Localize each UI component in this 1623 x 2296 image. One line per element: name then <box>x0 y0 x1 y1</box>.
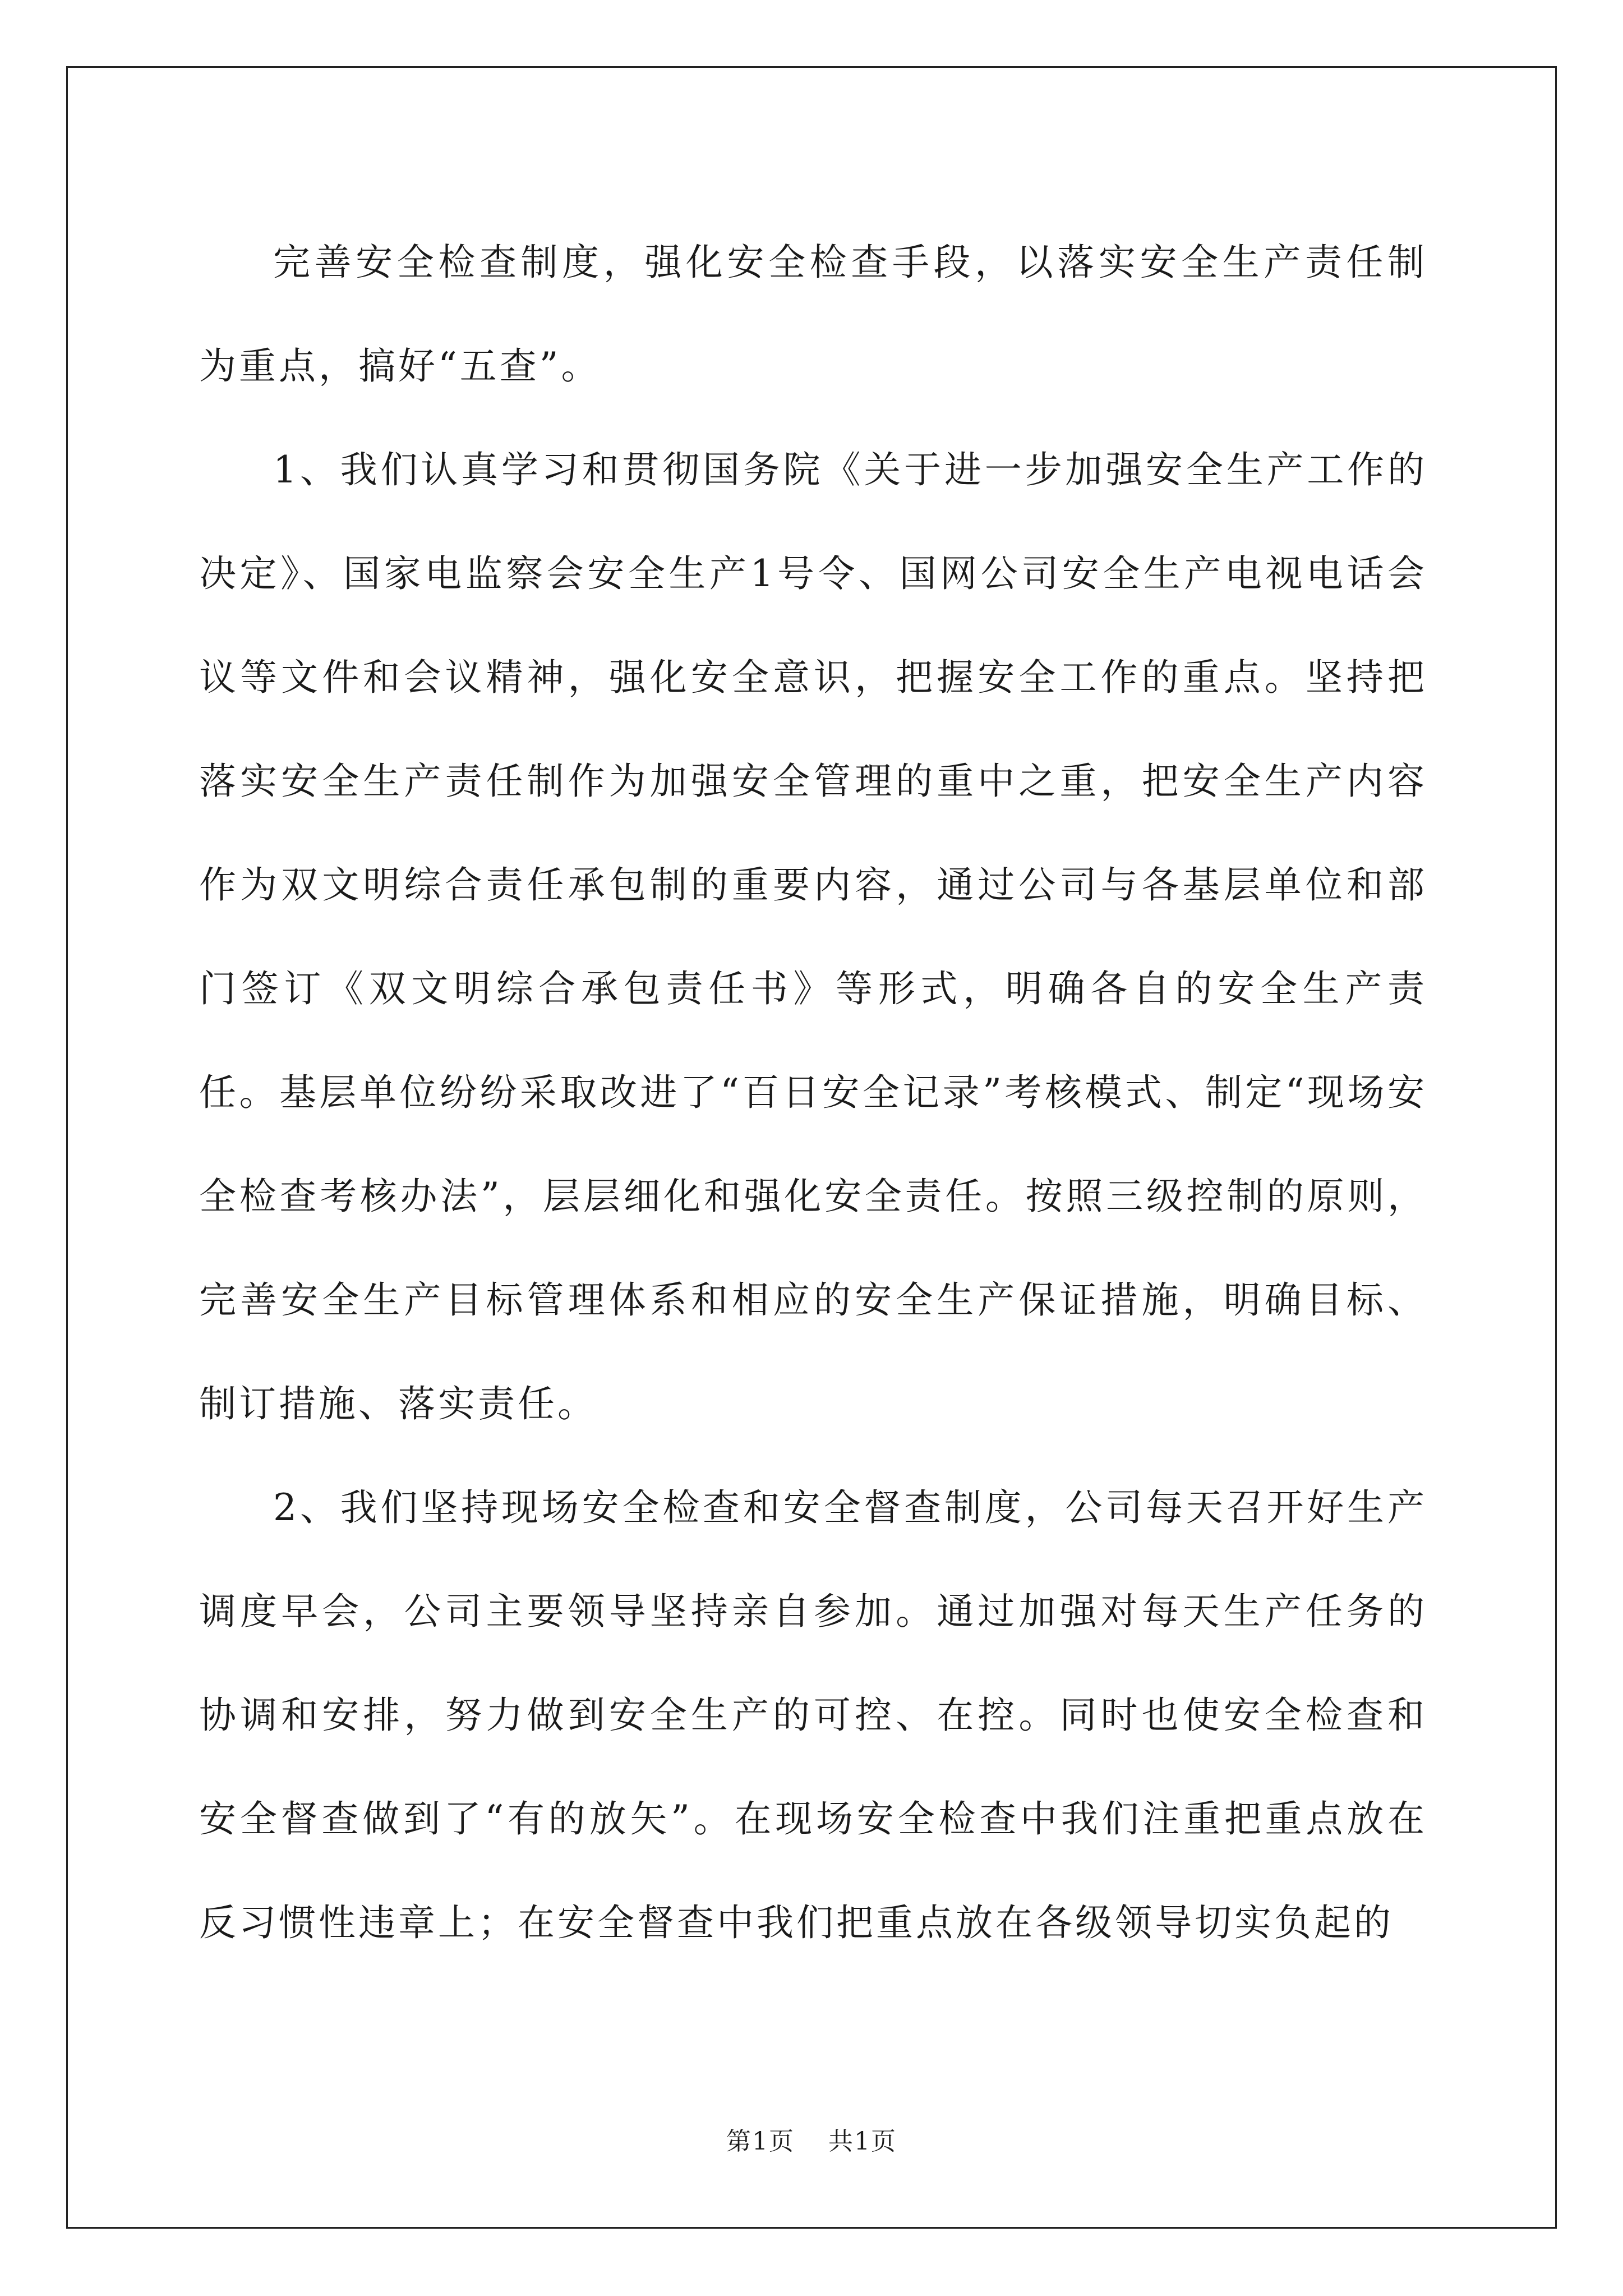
paragraph-intro: 完善安全检查制度，强化安全检查手段，以落实安全生产责任制为重点，搞好“五查”。 <box>199 241 1427 388</box>
paragraph-1: 1、我们认真学习和贯彻国务院《关于进一步加强安全生产工作的决定》、国家电监察会安全生产1号令、国网公司安全生产电视电话会议等文件和会议精神，强化安全意识，把握安全工作的重点。坚持把落实安全生产责任制作为加强安全管理的重中之重，把安全生产内容作为双文明综合责任承包制的重要内容，通过公司与各基层单位和部门签订《双文明综合承包责任书》等形式，明确各自的安全生产责任。基层单位纷纷采取改进了“百日安全记录”考核模式、制定“现场安全检查考核办法”，层层细化和强化安全责任。按照三级控制的原则，完善安全生产目标管理体系和相应的安全生产保证措施，明确目标、制订措施、落实责任。 <box>199 448 1427 1425</box>
document-body <box>199 210 1427 1975</box>
page-number: 第1页 <box>726 2127 795 2156</box>
page-total: 共1页 <box>828 2127 897 2156</box>
paragraph-2: 2、我们坚持现场安全检查和安全督查制度，公司每天召开好生产调度早会，公司主要领导坚持亲自参加。通过加强对每天生产任务的协调和安排，努力做到安全生产的可控、在控。同时也使安全检查和安全督查做到了“有的放矢”。在现场安全检查中我们注重把重点放在反习惯性违章上；在安全督查中我们把重点放在各级领导切实负起的 <box>199 1486 1427 1944</box>
page-footer <box>0 2125 1623 2159</box>
